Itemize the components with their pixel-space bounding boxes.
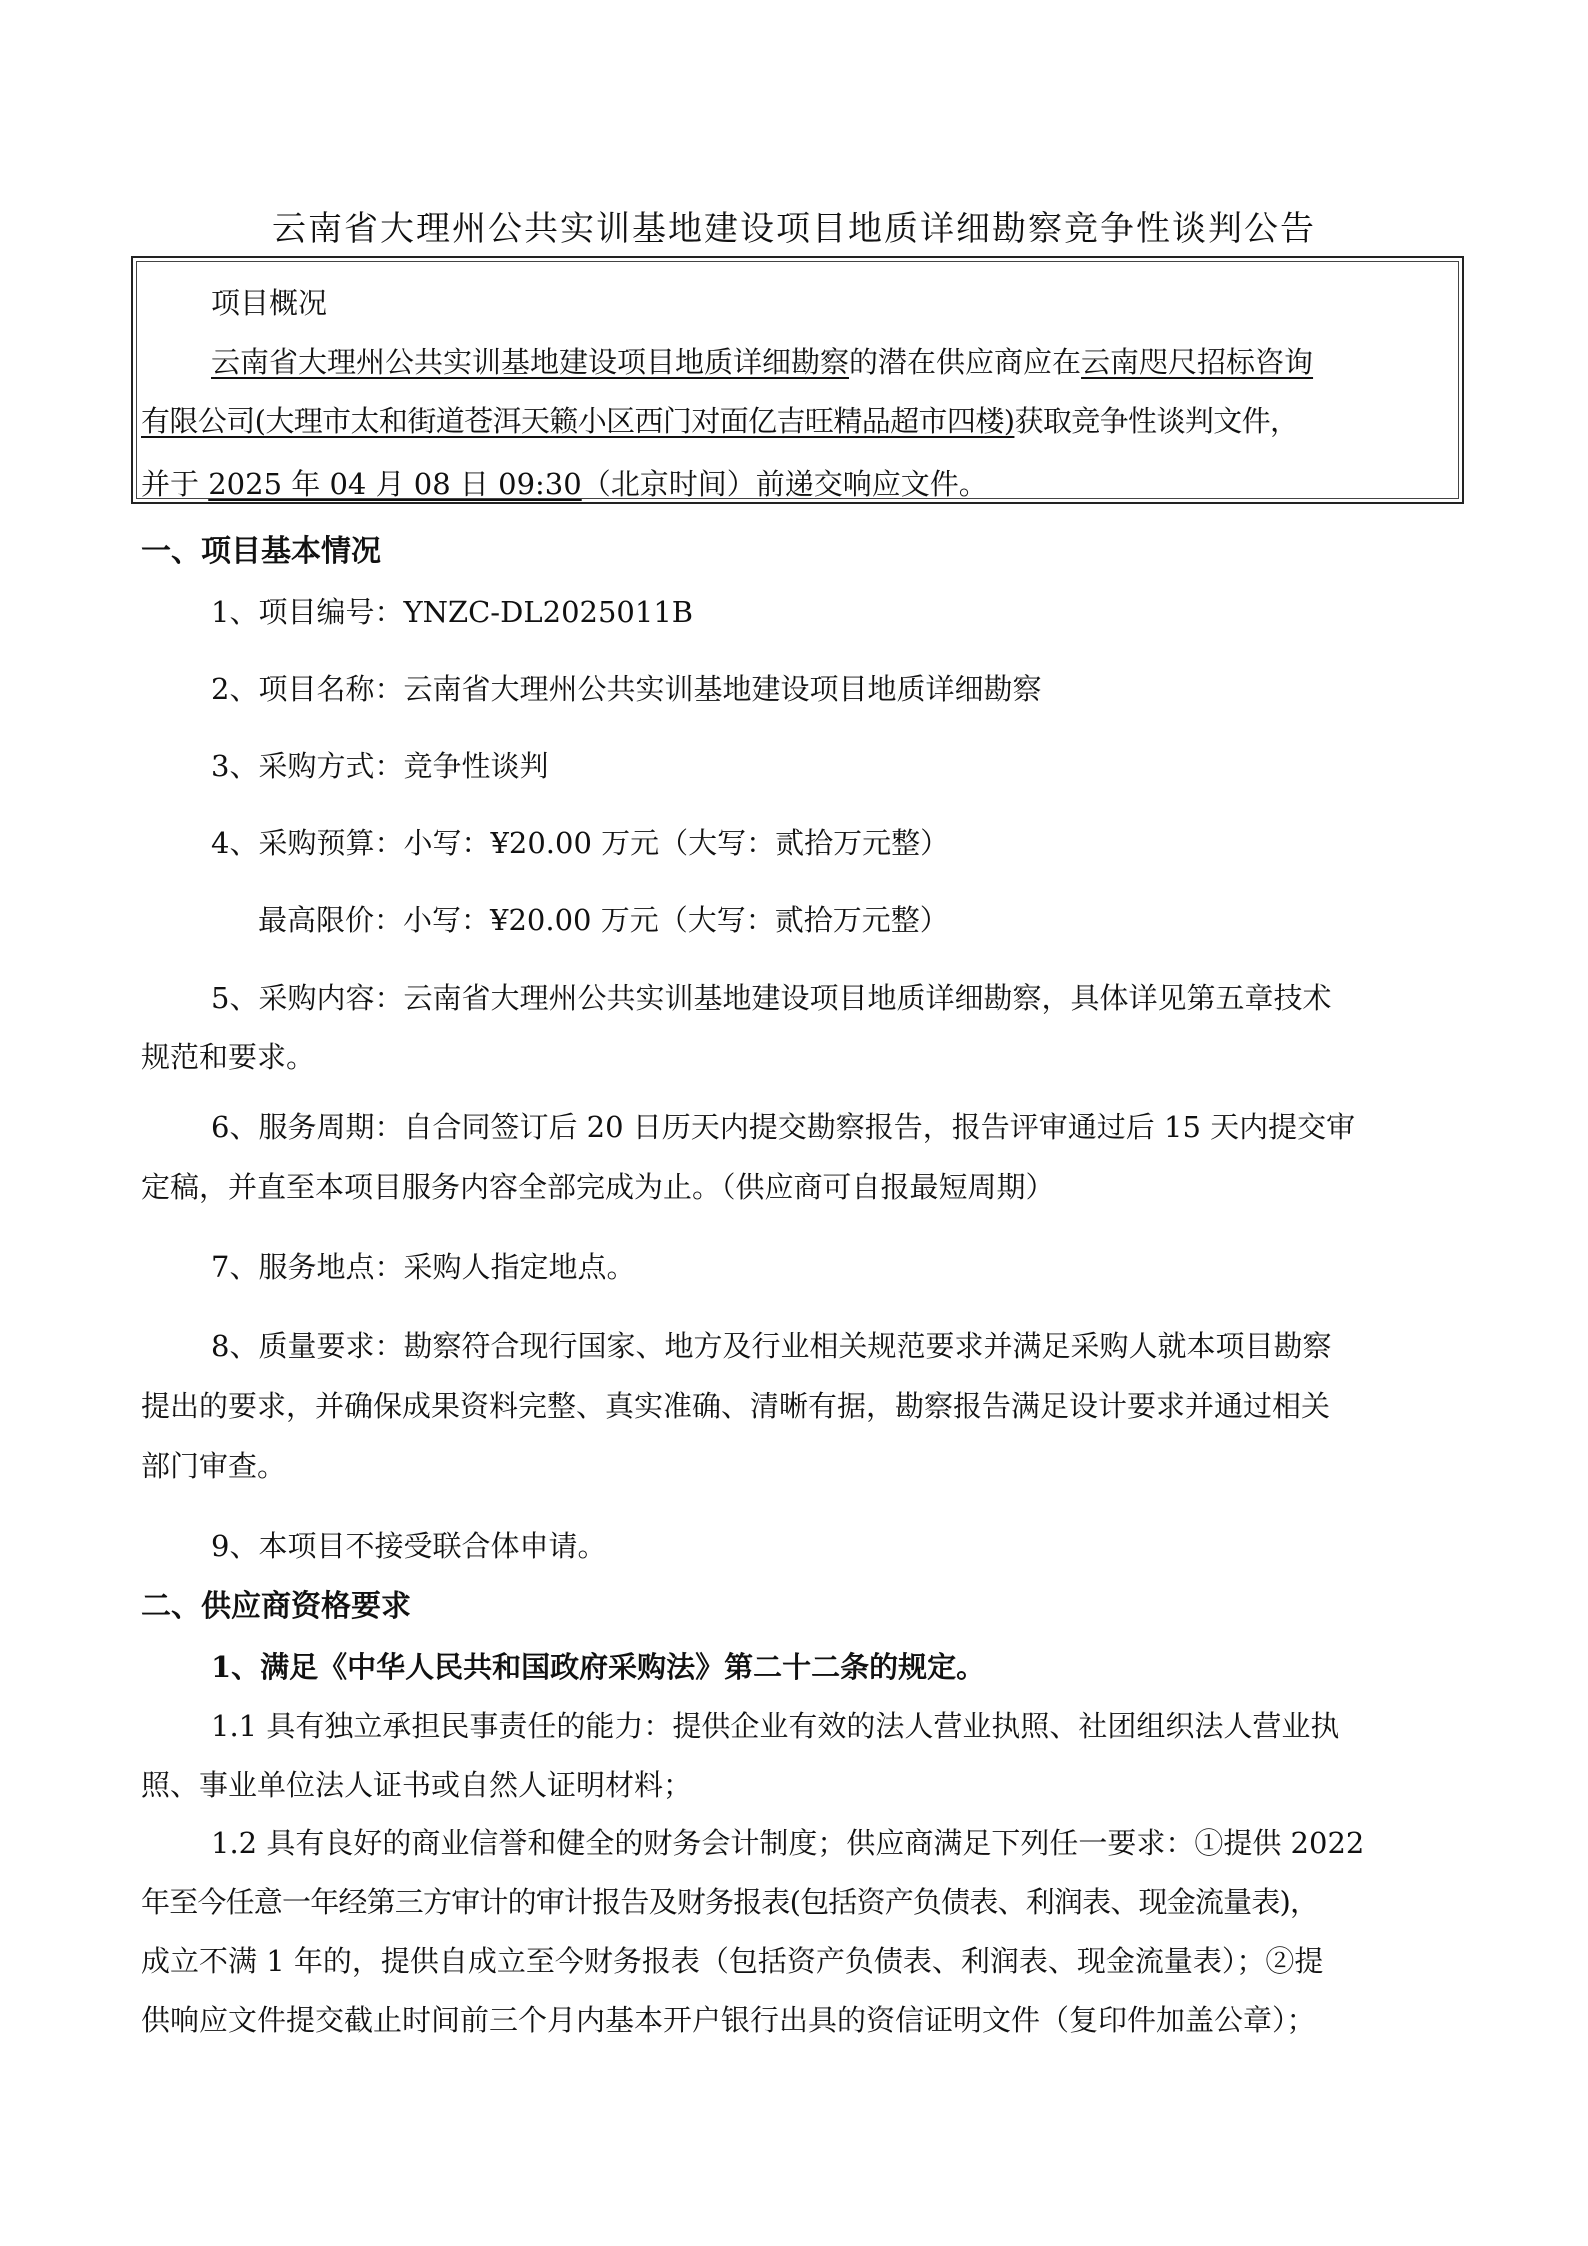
overview-line-2-tail: 获取竞争性谈判文件， (1014, 404, 1299, 438)
item-2: 2、项目名称：云南省大理州公共实训基地建设项目地质详细勘察 (211, 672, 1042, 706)
agency-name-underlined: 云南咫尺招标咨询 (1081, 345, 1314, 379)
overview-line-2 (141, 401, 1298, 441)
item-5-line-1: 5、采购内容：云南省大理州公共实训基地建设项目地质详细勘察，具体详见第五章技术 (211, 981, 1332, 1015)
overview-line-1 (211, 342, 1313, 382)
item-8-line-3: 部门审查。 (141, 1449, 287, 1483)
item-7: 7、服务地点：采购人指定地点。 (211, 1250, 636, 1284)
item-6-line-2: 定稿，并直至本项目服务内容全部完成为止。（供应商可自报最短周期） (141, 1170, 1055, 1204)
requirement-1-2-line-3: 成立不满 1 年的，提供自成立至今财务报表（包括资产负债表、利润表、现金流量表）；②提 (141, 1944, 1324, 1978)
deadline-underlined: 2025 年 04 月 08 日 09:30 (208, 467, 582, 501)
section-2-heading: 二、供应商资格要求 (141, 1589, 411, 1624)
agency-address-underlined: 有限公司(大理市太和街道苍洱天籁小区西门对面亿吉旺精品超市四楼) (141, 404, 1015, 438)
item-4a: 4、采购预算：小写：¥20.00 万元（大写：贰拾万元整） (211, 826, 950, 860)
project-name-underlined: 云南省大理州公共实训基地建设项目地质详细勘察 (211, 345, 850, 379)
overview-line-3 (141, 464, 988, 504)
requirement-1-1-line-1: 1.1 具有独立承担民事责任的能力：提供企业有效的法人营业执照、社团组织法人营业执 (211, 1709, 1340, 1743)
item-4b: 最高限价：小写：¥20.00 万元（大写：贰拾万元整） (258, 903, 949, 937)
item-5-line-2: 规范和要求。 (141, 1040, 316, 1074)
item-8-line-2: 提出的要求，并确保成果资料完整、真实准确、清晰有据，勘察报告满足设计要求并通过相关 (141, 1389, 1331, 1423)
requirement-1-2-line-1: 1.2 具有良好的商业信誉和健全的财务会计制度；供应商满足下列任一要求：①提供 2022 (211, 1826, 1365, 1860)
overview-line-1-mid: 的潜在供应商应在 (849, 345, 1082, 379)
item-6-line-1: 6、服务周期：自合同签订后 20 日历天内提交勘察报告，报告评审通过后 15 天内提交审 (211, 1110, 1356, 1144)
overview-line-3-pre: 并于 (141, 467, 209, 501)
requirement-1-1-line-2: 照、事业单位法人证书或自然人证明材料； (141, 1768, 693, 1802)
page-title: 云南省大理州公共实训基地建设项目地质详细勘察竞争性谈判公告 (272, 209, 1316, 249)
overview-line-3-tail: （北京时间）前递交响应文件。 (581, 467, 988, 501)
overview-heading: 项目概况 (211, 286, 328, 320)
requirement-1-2-line-4: 供响应文件提交截止时间前三个月内基本开户银行出具的资信证明文件（复印件加盖公章）； (141, 2003, 1316, 2037)
item-3: 3、采购方式：竞争性谈判 (211, 749, 549, 783)
item-9: 9、本项目不接受联合体申请。 (211, 1529, 607, 1563)
item-1: 1、项目编号：YNZC-DL2025011B (211, 595, 694, 629)
section-1-heading: 一、项目基本情况 (141, 534, 381, 569)
requirement-1: 1、满足《中华人民共和国政府采购法》第二十二条的规定。 (211, 1650, 986, 1684)
requirement-1-2-line-2: 年至今任意一年经第三方审计的审计报告及财务报表(包括资产负债表、利润表、现金流量表)， (141, 1885, 1319, 1919)
item-8-line-1: 8、质量要求：勘察符合现行国家、地方及行业相关规范要求并满足采购人就本项目勘察 (211, 1329, 1332, 1363)
